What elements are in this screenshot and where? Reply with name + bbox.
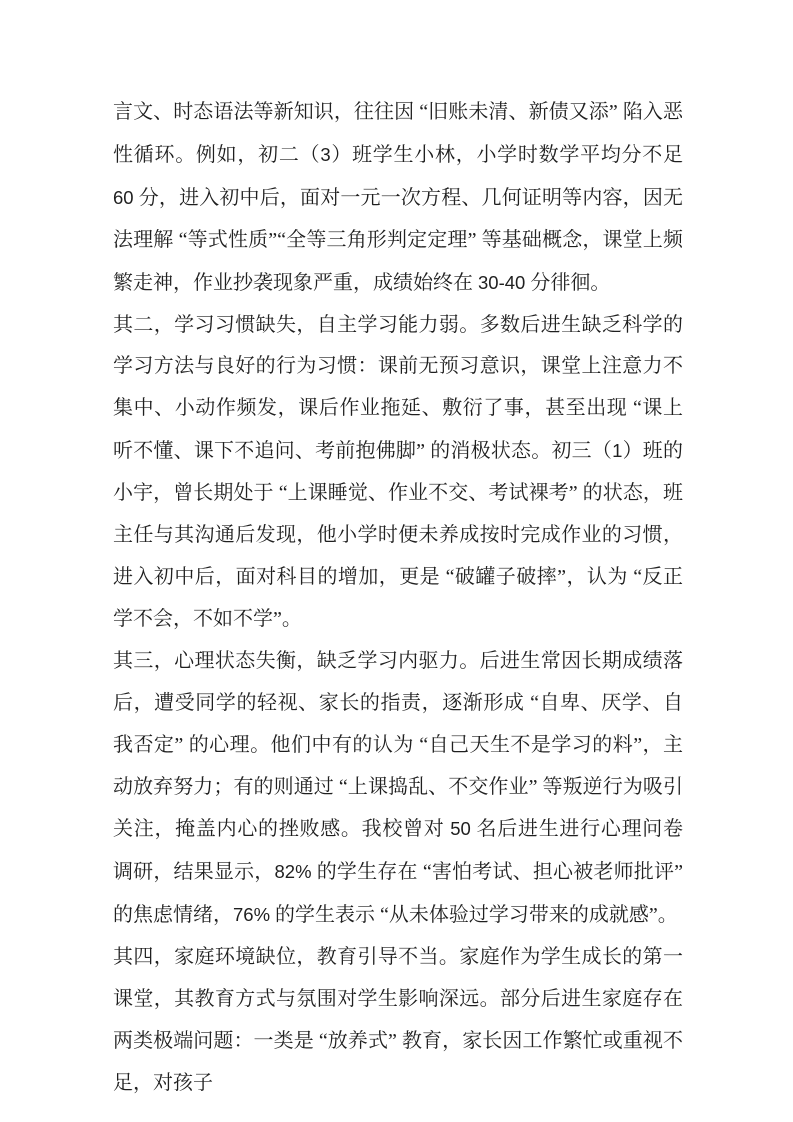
latin-number: 82% <box>274 861 312 883</box>
paragraph-4: 其四，家庭环境缺位，教育引导不当。家庭作为学生成长的第一课堂，其教育方式与氛围对学生影响深远。部分后进生家庭存在两类极端问题：一类是 “放养式” 教育，家长因工作繁忙或重视不足，对孩子 <box>113 946 683 1094</box>
text-block <box>113 92 683 1105</box>
latin-number: 1 <box>612 440 623 462</box>
paragraph-1: 言文、时态语法等新知识，往往因 “旧账未清、新债又添” 陷入恶性循环。例如，初二（3）班学生小林，小学时数学平均分不足 60 分，进入初中后，面对一元一次方程、几何证明等内容，因无法理解 “等式性质”“全等三角形判定定理” 等基础概念，课堂上频繁走神，作业抄袭现象严重，成绩始终在 30-40 分徘徊。 <box>113 101 684 294</box>
paragraph-3: 其三，心理状态失衡，缺乏学习内驱力。后进生常因长期成绩落后，遭受同学的轻视、家长的指责，逐渐形成 “自卑、厌学、自我否定” 的心理。他们中有的认为 “自己天生不是学习的料”，主动放弃努力；有的则通过 “上课捣乱、不交作业” 等叛逆行为吸引关注，掩盖内心的挫败感。我校曾对 50 名后进生进行心理问卷调研，结果显示，82% 的学生存在 “害怕考试、担心被老师批评” 的焦虑情绪，76% 的学生表示 “从未体验过学习带来的成就感”。 <box>113 649 684 927</box>
latin-number: 30-40 <box>478 271 526 293</box>
paragraph-2: 其二，学习习惯缺失，自主学习能力弱。多数后进生缺乏科学的学习方法与良好的行为习惯：课前无预习意识，课堂上注意力不集中、小动作频发，课后作业拖延、敷衍了事，甚至出现 “课上听不懂、课下不追问、考前抱佛脚” 的消极状态。初三（1）班的小宇，曾长期处于 “上课睡觉、作业不交、考试裸考” 的状态，班主任与其沟通后发现，他小学时便未养成按时完成作业的习惯，进入初中后，面对科目的增加，更是 “破罐子破摔”，认为 “反正学不会，不如不学”。 <box>113 313 683 630</box>
latin-number: 60 <box>113 186 134 208</box>
latin-number: 3 <box>320 143 331 165</box>
latin-number: 50 <box>450 818 471 840</box>
latin-number: 76% <box>233 904 271 926</box>
